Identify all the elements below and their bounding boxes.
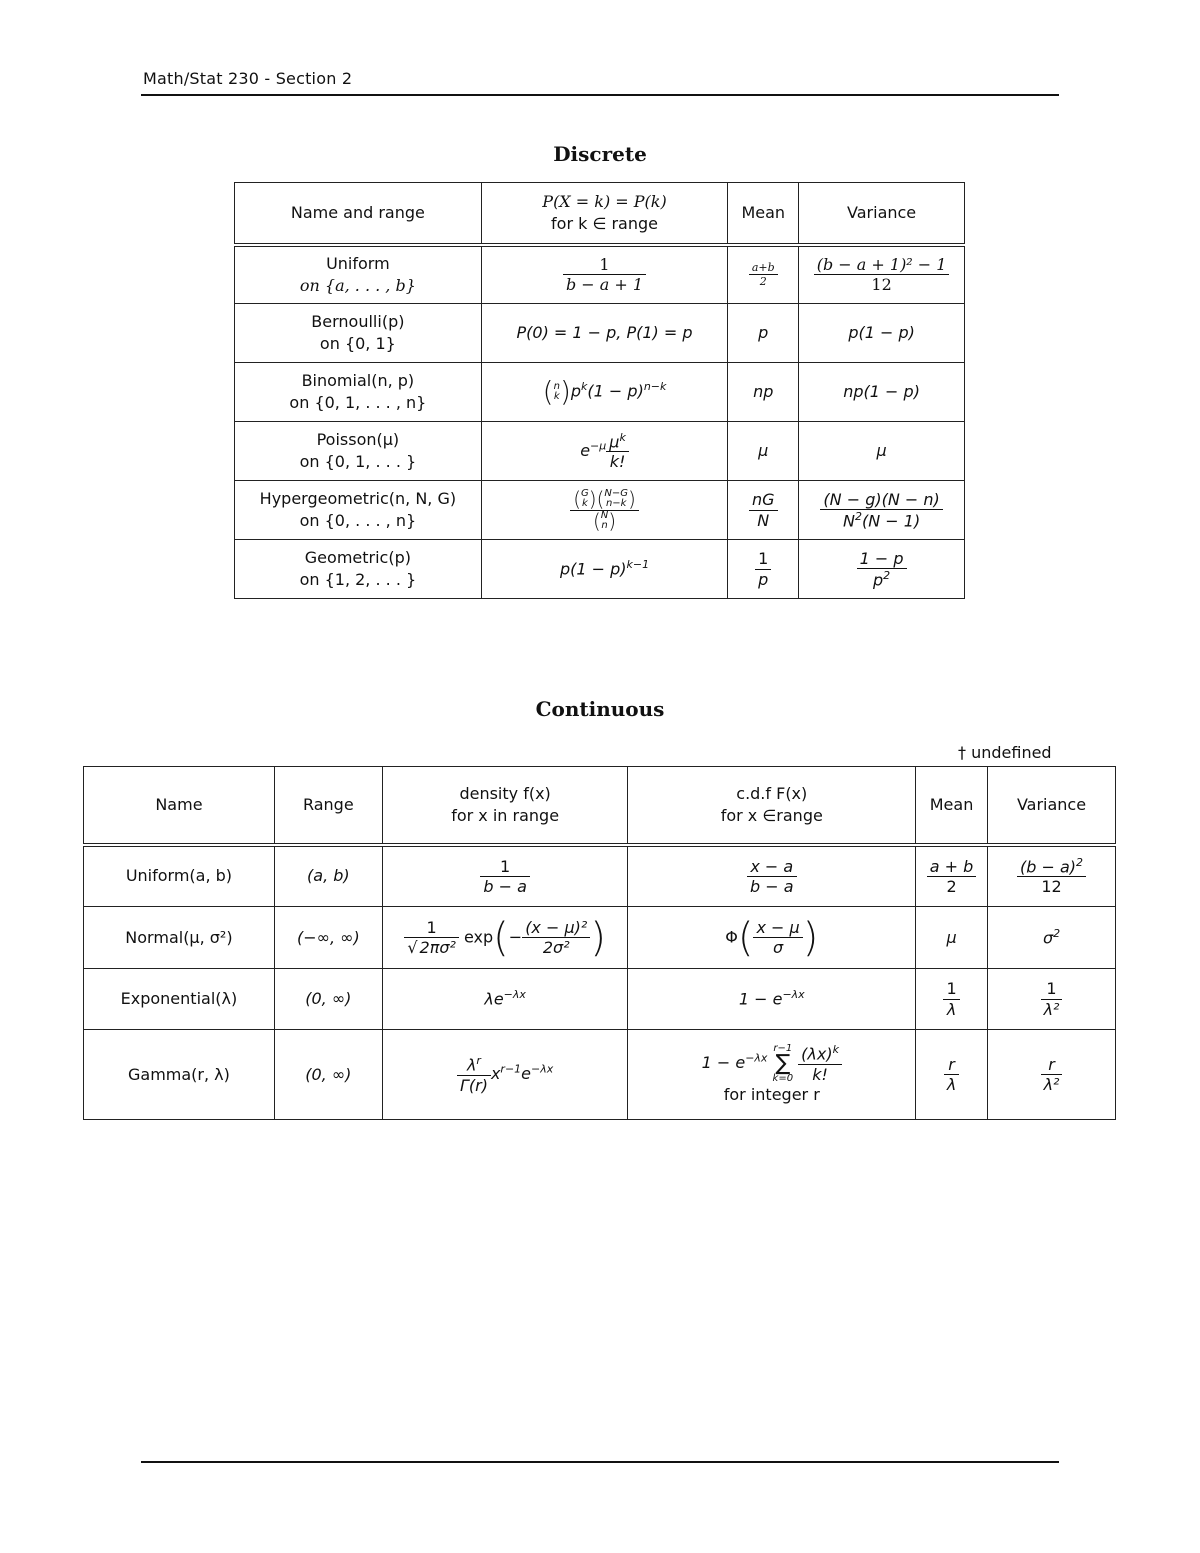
table-row [84,907,1116,969]
cdf-cell: $1 - e^{-\lambda x}$ r−1 ∑ k=0 $\frac{(\lambda x)^k}{k!}$ for integer r [628,1030,916,1120]
pmf-cell: $\frac{1}{b - a + 1}$ [481,245,728,304]
continuous-table [83,766,1116,1120]
header-density: density f(x) for x in range [382,767,628,845]
header-name: Name [84,767,275,845]
density-cell: $\frac{1}{\text{√ 2πσ²}}$ exp(− $\frac{\text{(x − μ)²}}{\text{2σ²}}$ ) [382,907,628,969]
header-variance: Variance [799,183,965,245]
mean-cell: $\frac{a+b}{2}$ [728,245,799,304]
pmf-cell: $p(1 - p)^{k-1}$ [481,540,728,599]
variance-cell: $\frac{\text{(b − a + 1)² − 1}}{12}$ [799,245,965,304]
cdf-cell: Φ( $\frac{x - \mu}{\sigma}$ ) [628,907,916,969]
table-row [235,304,965,363]
pmf-cell: ( n k ) $p^k(1 - p)^{n-k}$ [481,363,728,422]
continuous-title: Continuous [535,697,665,721]
pmf-cell: $e^{-\mu}$ $\frac{\mu^k}{k!}$ [481,422,728,481]
header-title: Math/Stat 230 - Section 2 [143,69,353,88]
discrete-table [234,182,965,599]
table-row [84,969,1116,1030]
density-cell: $\frac{1}{b - a}$ [382,845,628,907]
summation-icon: r−1 ∑ k=0 [772,1042,794,1084]
variance-cell: np(1 − p) [799,363,965,422]
header-name-range: Name and range [235,183,482,245]
dist-name: Gamma(r, λ) [84,1030,275,1120]
table-row [235,422,965,481]
range-cell: (0, ∞) [274,969,382,1030]
dist-name: Normal(μ, σ²) [84,907,275,969]
table-row [235,183,965,245]
dist-name: Exponential(λ) [84,969,275,1030]
table-row [84,767,1116,845]
header-mean: Mean [728,183,799,245]
range-cell: (−∞, ∞) [274,907,382,969]
range-cell: (0, ∞) [274,1030,382,1120]
mean-cell: $\frac{a + b}{2}$ [916,845,988,907]
header-cdf: c.d.f F(x) for x ∈range [628,767,916,845]
dist-name: Bernoulli(p) on {0, 1} [235,304,482,363]
discrete-title: Discrete [553,142,647,166]
table-row [235,363,965,422]
table-row [235,245,965,304]
mean-cell: μ [728,422,799,481]
cdf-cell: $\frac{x - a}{b - a}$ [628,845,916,907]
undefined-note: † undefined [958,743,1052,762]
mean-cell: p [728,304,799,363]
footer-rule [141,1461,1059,1463]
page-header [141,66,1059,96]
table-row [84,1030,1116,1120]
variance-cell: $\frac{(N - g)(N - n)}{N^2(N - 1)}$ [799,481,965,540]
mean-cell: $\frac{1}{\lambda}$ [916,969,988,1030]
dist-name: Uniform(a, b) [84,845,275,907]
header-range: Range [274,767,382,845]
variance-cell: p(1 − p) [799,304,965,363]
variance-cell: $\sigma^2$ [988,907,1116,969]
dist-name: Uniform on {a, . . . , b} [235,245,482,304]
mean-cell: $\frac{1}{p}$ [728,540,799,599]
table-row [84,845,1116,907]
variance-cell: $\frac{r}{\text{λ²}}$ [988,1030,1116,1120]
header-mean: Mean [916,767,988,845]
dist-name: Geometric(p) on {1, 2, . . . } [235,540,482,599]
variance-cell: $\frac{1 - p}{p^2}$ [799,540,965,599]
variance-cell: $\frac{1}{\text{λ²}}$ [988,969,1116,1030]
dist-name: Binomial(n, p) on {0, 1, . . . , n} [235,363,482,422]
header-variance: Variance [988,767,1116,845]
mean-cell: $\frac{nG}{N}$ [728,481,799,540]
variance-cell: μ [799,422,965,481]
dist-name: Hypergeometric(n, N, G) on {0, . . . , n} [235,481,482,540]
header-pmf: P(X = k) = P(k) for k ∈ range [481,183,728,245]
variance-cell: $\frac{(b - a)^2}{12}$ [988,845,1116,907]
density-cell: $\frac{\lambda^r}{\Gamma(r)}$ $x^{r-1}e^{-\lambda x}$ [382,1030,628,1120]
table-row [235,540,965,599]
mean-cell: μ [916,907,988,969]
pmf-cell: ( G k ) ( N−G n−k ) ( N n ) [481,481,728,540]
density-cell: $\lambda e^{-\lambda x}$ [382,969,628,1030]
mean-cell: np [728,363,799,422]
mean-cell: $\frac{r}{\lambda}$ [916,1030,988,1120]
range-cell: (a, b) [274,845,382,907]
pmf-cell: P(0) = 1 − p, P(1) = p [481,304,728,363]
dist-name: Poisson(μ) on {0, 1, . . . } [235,422,482,481]
table-row [235,481,965,540]
cdf-cell: $1 - e^{-\lambda x}$ [628,969,916,1030]
